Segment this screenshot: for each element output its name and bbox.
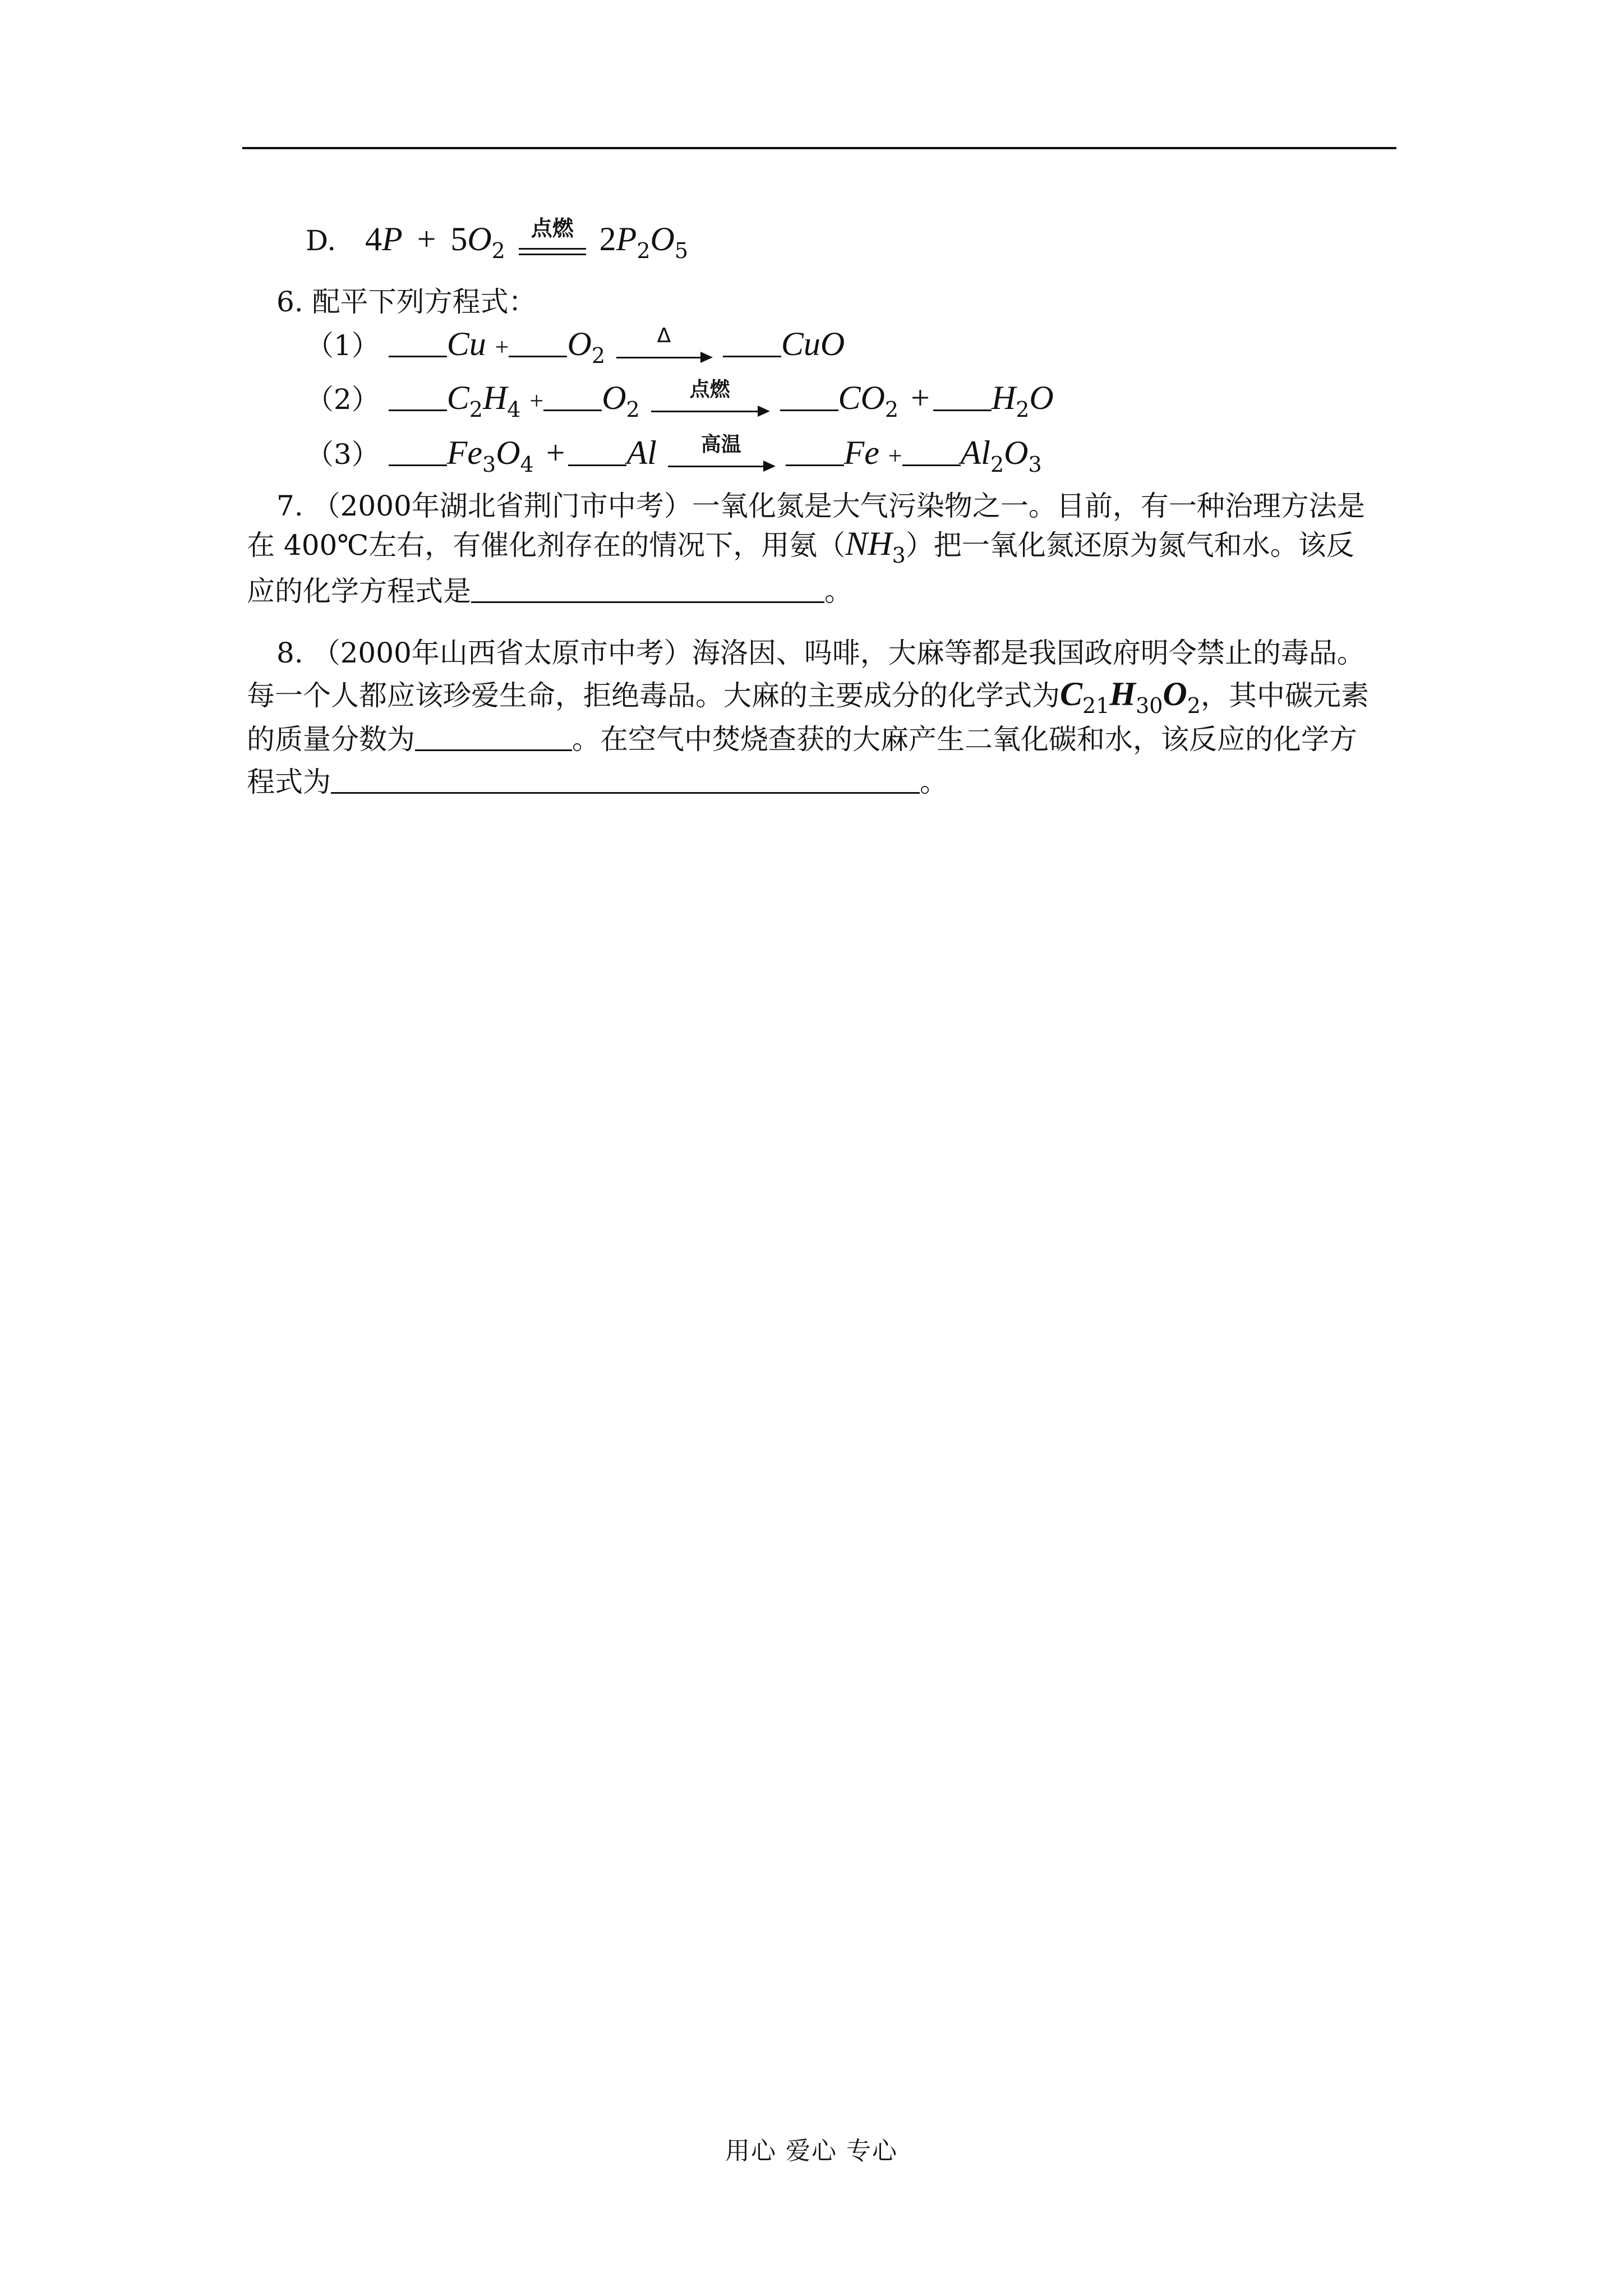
blank[interactable] [902, 440, 961, 466]
q8-line-4: 程式为 。 [247, 766, 948, 798]
option-d: D. $4P + 5O_2$ 点燃 $2P_2O_5$ [306, 220, 688, 263]
blank[interactable] [780, 385, 838, 411]
blank[interactable] [543, 385, 602, 411]
blank[interactable] [786, 440, 844, 466]
q6-equation-3: （3） $Fe_3O_4 + Al$ 高温 $Fe + Al_2O_3$ [306, 433, 1042, 477]
q7-line-3: 应的化学方程式是 。 [247, 575, 852, 608]
blank[interactable] [509, 331, 567, 357]
q7-line-2: 在 400℃左右，有催化剂存在的情况下，用氨$(NH_3)$把一氧化氮还原为氮气和水。该反 [247, 525, 1354, 568]
blank[interactable] [568, 440, 626, 466]
equals-sign-with-condition [519, 216, 586, 263]
page-footer: 用心 爱心 专心 [725, 2137, 898, 2165]
answer-blank[interactable] [331, 767, 920, 794]
blank[interactable] [723, 331, 781, 357]
q8-line-3: 的质量分数为 。在空气中焚烧查获的大麻产生二氧化碳和水，该反应的化学方 [247, 723, 1357, 756]
answer-blank[interactable] [415, 725, 572, 751]
q6-equation-2: （2） $C_2H_4 + O_2$ 点燃 $CO_2 + H_2O$ [306, 378, 1054, 422]
q8-line-2: 每一个人都应该珍爱生命，拒绝毒品。大麻的主要成分的化学式为$C_{21}H_{30}O_2$，其中碳元素 [247, 675, 1369, 718]
reaction-arrow: Δ [616, 328, 712, 367]
blank[interactable] [389, 385, 447, 411]
reaction-arrow: 点燃 [651, 382, 769, 421]
option-d-label: D. [306, 224, 336, 257]
blank[interactable] [933, 385, 992, 411]
answer-blank[interactable] [471, 577, 824, 603]
q6-title: 6. 配平下列方程式： [276, 286, 537, 318]
q7-line-1: 7. （2000年湖北省荆门市中考）一氧化氮是大气污染物之一。目前，有一种治理方法是 [276, 490, 1365, 522]
header-rule [242, 147, 1396, 149]
condition-label: 点燃 [531, 216, 574, 241]
q8-line-1: 8. （2000年山西省太原市中考）海洛因、吗啡，大麻等都是我国政府明令禁止的毒品。 [276, 637, 1365, 669]
blank[interactable] [389, 440, 447, 466]
blank[interactable] [389, 331, 447, 357]
q6-equation-1: （1） $Cu + O_2$ Δ CuO [306, 324, 845, 368]
reaction-arrow: 高温 [668, 437, 774, 476]
